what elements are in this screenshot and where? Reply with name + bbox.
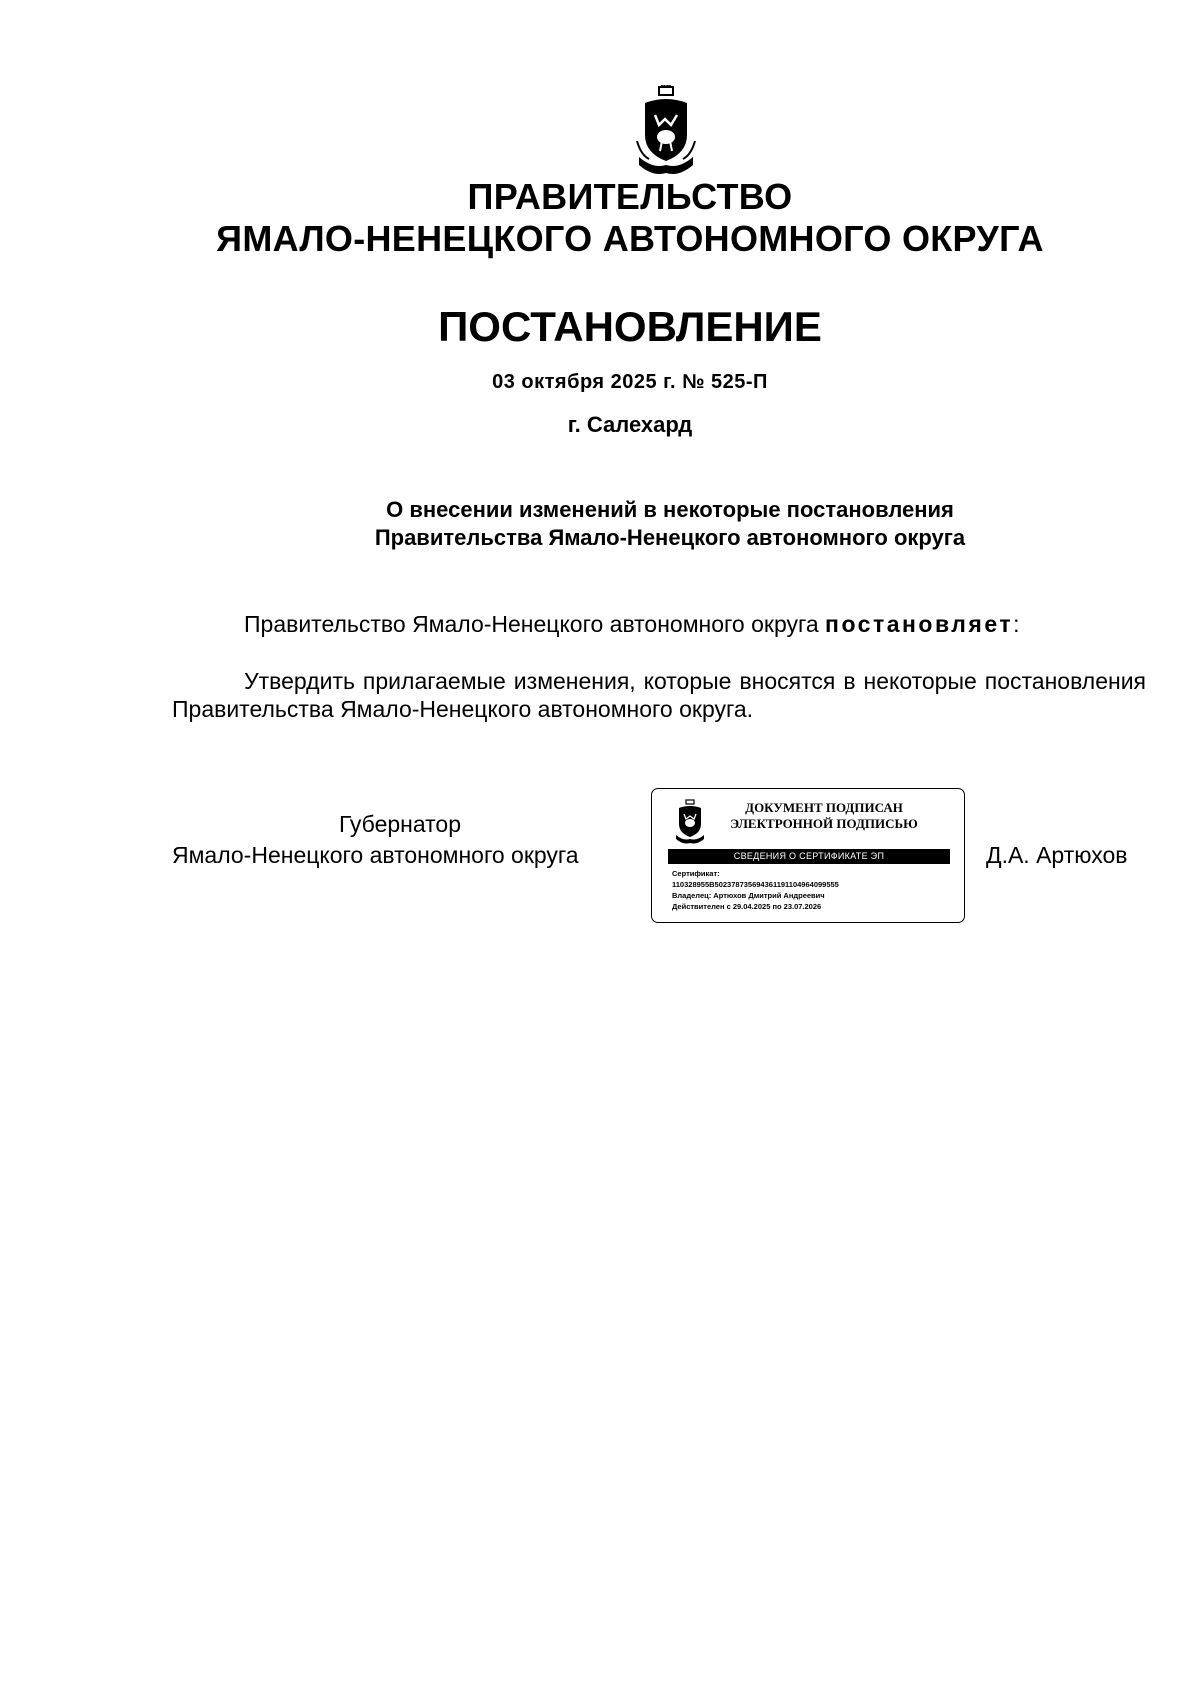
date-and-number: 03 октября 2025 г. № 525-П [492, 371, 768, 393]
resolution-intro-text: Правительство Ямало-Ненецкого автономного округа [244, 611, 826, 637]
stamp-heading [714, 800, 934, 832]
resolution-intro-paragraph [244, 610, 1144, 638]
organization-title-line2: ЯМАЛО-НЕНЕЦКОГО АВТОНОМНОГО ОКРУГА [216, 218, 1044, 259]
city: г. Салехард [567, 412, 693, 437]
stamp-cert-number: 110328955B502378735694361191104964099555 [672, 880, 839, 889]
stamp-cert-label: Сертификат: [672, 869, 720, 878]
signatory-title: Губернатор [338, 811, 462, 837]
signatory-organization: Ямало-Ненецкого автономного округа [172, 842, 579, 868]
stamp-heading-line2: ЭЛЕКТРОННОЙ ПОДПИСЬЮ [730, 816, 918, 831]
coat-of-arms-icon [635, 85, 697, 177]
document-type-heading: ПОСТАНОВЛЕНИЕ [438, 303, 822, 350]
organization-title-line1: ПРАВИТЕЛЬСТВО [467, 176, 793, 217]
resolution-intro-bold: постановляет [825, 611, 1014, 637]
stamp-validity: Действителен с 29.04.2025 по 23.07.2026 [672, 902, 822, 911]
resolution-intro-colon: : [1013, 611, 1020, 637]
stamp-heading-line1: ДОКУМЕНТ ПОДПИСАН [745, 800, 903, 815]
subject-line2: Правительства Ямало-Ненецкого автономного округа [374, 525, 966, 550]
stamp-certificate-bar: СВЕДЕНИЯ О СЕРТИФИКАТЕ ЭП [668, 849, 950, 864]
signatory-name: Д.А. Артюхов [986, 842, 1128, 868]
subject-line1: О внесении изменений в некоторые постановления [386, 497, 954, 522]
stamp-coat-of-arms-icon [674, 799, 706, 845]
stamp-owner: Владелец: Артюхов Дмитрий Андреевич [672, 891, 825, 900]
resolution-body-paragraph: Утвердить прилагаемые изменения, которые вносятся в некоторые постановления Правительства Ямало-Ненецкого автономного округа. [172, 668, 1146, 722]
electronic-signature-stamp [651, 788, 965, 923]
